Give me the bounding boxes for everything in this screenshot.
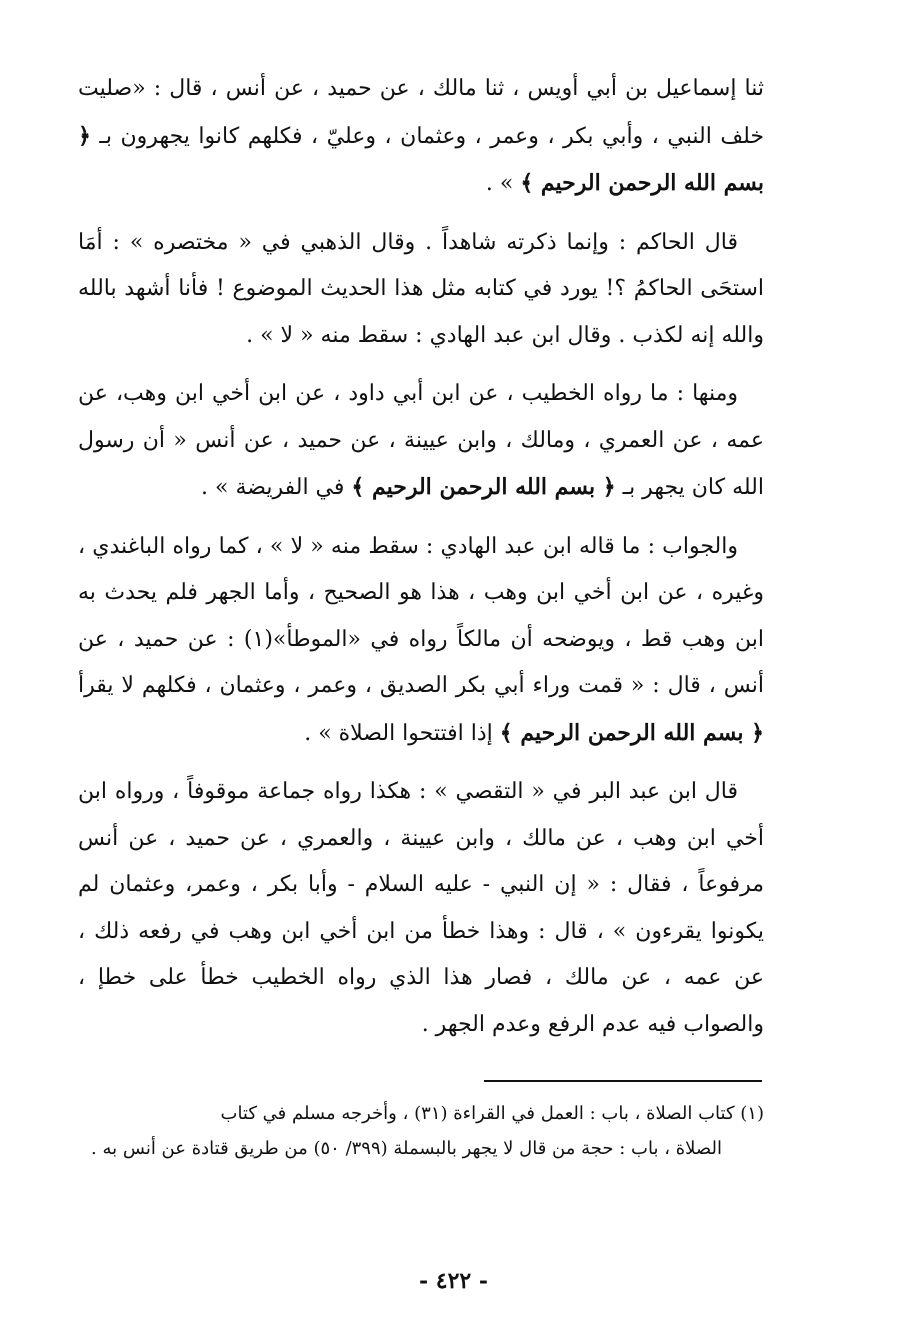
text-segment: ثنا إسماعيل بن أبي أويس ، ثنا مالك ، عن حميد ، عن أنس ، قال : «صليت خلف النبي ، وأبي بكر ، وعمر ، وعثمان ، وعليّ ، فكلهم كانوا يجهرون بـ bbox=[78, 76, 764, 149]
page-number: - ٤٢٢ - bbox=[418, 1268, 489, 1294]
basmala-quote: ﴿ بسم الله الرحمن الرحيم ﴾ bbox=[78, 122, 764, 196]
text-segment: » . bbox=[485, 171, 521, 196]
paragraph-3 bbox=[78, 371, 764, 512]
footnote bbox=[78, 1096, 764, 1166]
footnote-line-1: (١) كتاب الصلاة ، باب : العمل في القراءة (٣١) ، وأخرجه مسلم في كتاب bbox=[220, 1103, 764, 1124]
basmala-quote: ﴿ بسم الله الرحمن الرحيم ﴾ bbox=[351, 474, 616, 500]
text-segment: قال الحاكم : وإنما ذكرته شاهداً . وقال الذهبي في « مختصره » : أمَا استحَى الحاكمُ ؟! يورد في كتابه مثل هذا الحديث الموضوع ! فأنا أشهد بالله والله إنه لكذب . وقال ابن عبد الهادي : سقط منه « لا » . bbox=[78, 229, 764, 348]
paragraph-5 bbox=[78, 769, 764, 1048]
paragraph-4 bbox=[78, 524, 764, 758]
paragraph-2 bbox=[78, 220, 764, 360]
text-segment: ومنها : ما رواه الخطيب ، عن ابن أبي داود ، عن ابن أخي ابن وهب، عن عمه ، عن العمري ، ومالك ، وابن عيينة ، عن حميد ، عن أنس « أن رسول الله كان يجهر بـ bbox=[78, 381, 764, 500]
footnote-line-2: الصلاة ، باب : حجة من قال لا يجهر بالبسملة (٣٩٩/ ٥٠) من طريق قتادة عن أنس به . bbox=[91, 1138, 722, 1159]
footnote-separator bbox=[484, 1080, 762, 1082]
text-segment: قال ابن عبد البر في « التقصي » : هكذا رواه جماعة موقوفاً ، ورواه ابن أخي ابن وهب ، عن مالك ، وابن عيينة ، والعمري ، عن حميد ، عن أنس مرفوعاً ، فقال : « إن النبي - عليه السلام - وأبا بكر ، وعمر، وعثمان لم يكونوا يقرءون » ، قال : وهذا خطأ من ابن أخي ابن وهب في رفعه ذلك ، عن عمه ، عن مالك ، فصار هذا الذي رواه الخطيب خطأ على خطإ ، والصواب فيه عدم الرفع وعدم الجهر . bbox=[78, 779, 764, 1037]
text-segment: في الفريضة » . bbox=[201, 475, 352, 500]
main-text bbox=[78, 66, 764, 1060]
basmala-quote: ﴿ بسم الله الرحمن الرحيم ﴾ bbox=[499, 719, 764, 746]
text-segment: إذا افتتحوا الصلاة » . bbox=[304, 720, 500, 746]
paragraph-1 bbox=[78, 66, 764, 208]
text-segment: والجواب : ما قاله ابن عبد الهادي : سقط منه « لا » ، كما رواه الباغندي ، وغيره ، عن ابن أخي ابن وهب ، هذا هو الصحيح ، وأما الجهر فلم يحدث به ابن وهب قط ، ويوضحه أن مالكاً رواه في «الموطأ»(١) : عن حميد ، عن أنس ، قال : « قمت وراء أبي بكر الصديق ، وعمر ، وعثمان ، فكلهم لا يقرأ bbox=[78, 533, 764, 698]
